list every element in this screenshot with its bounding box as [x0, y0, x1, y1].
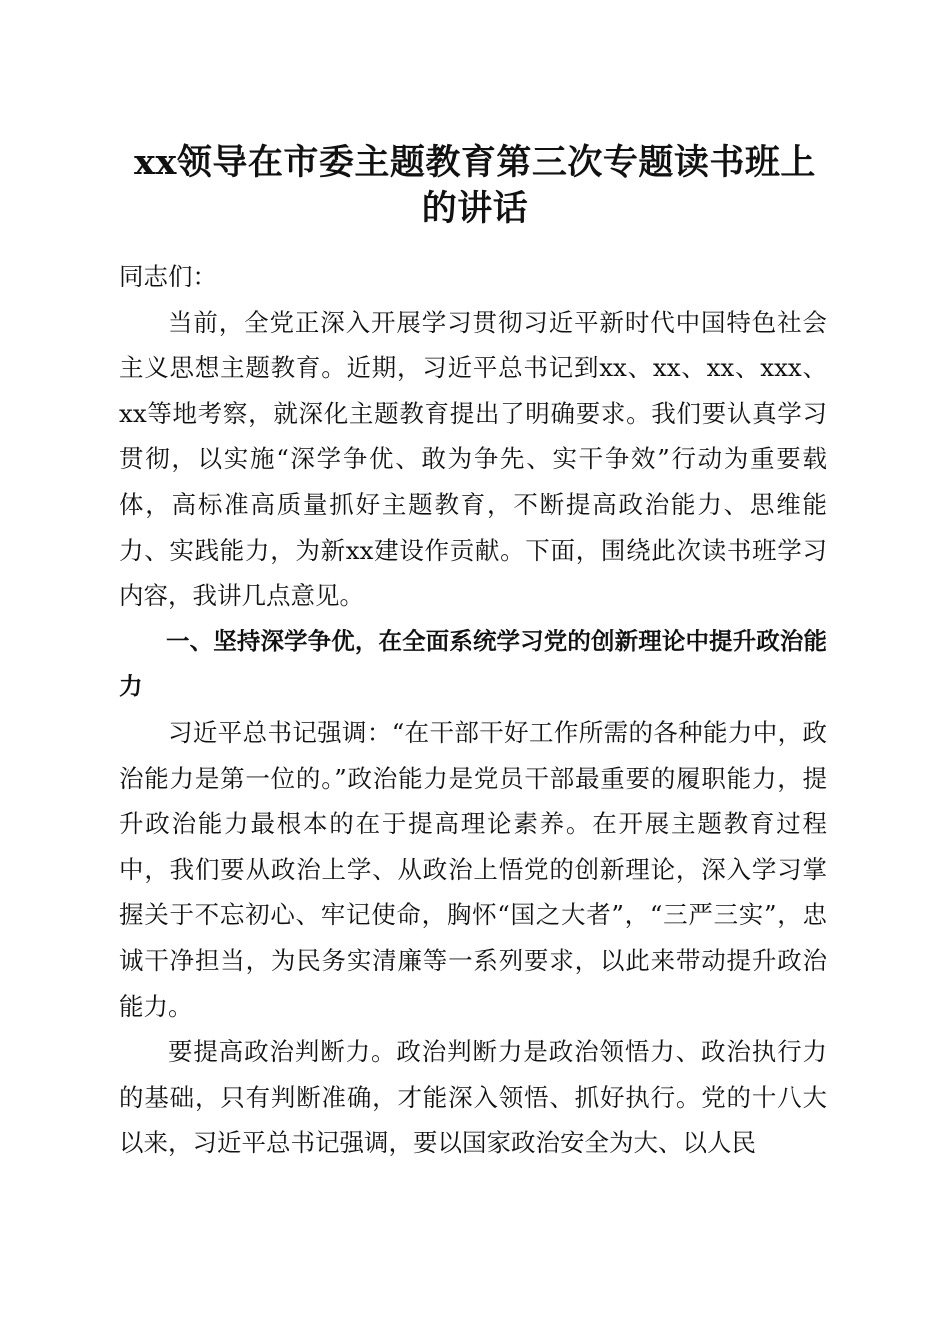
salutation: 同志们：	[119, 262, 217, 291]
section-1-paragraph-2: 要提高政治判断力。政治判断力是政治领悟力、政治执行力的基础，只有判断准确，才能深入领悟、抓好执行。党的十八大以来，习近平总书记强调，要以国家政治安全为大、以人民	[119, 1037, 827, 1158]
intro-paragraph: 当前，全党正深入开展学习贯彻习近平新时代中国特色社会主义思想主题教育。近期，习近平总书记到xx、xx、xx、xxx、xx等地考察，就深化主题教育提出了明确要求。我们要认真学习贯彻，以实施“深学争优、敢为争先、实干争效”行动为重要载体，高标准高质量抓好主题教育，不断提高政治能力、思维能力、实践能力，为新xx建设作贡献。下面，围绕此次读书班学习内容，我讲几点意见。	[119, 307, 827, 611]
section-1-paragraph-1: 习近平总书记强调：“在干部干好工作所需的各种能力中，政治能力是第一位的。”政治能力是党员干部最重要的履职能力，提升政治能力最根本的在于提高理论素养。在开展主题教育过程中，我们要从政治上学、从政治上悟党的创新理论，深入学习掌握关于不忘初心、牢记使命，胸怀“国之大者”，“三严三实”，忠诚干净担当，为民务实清廉等一系列要求，以此来带动提升政治能力。	[119, 717, 827, 1021]
document-body	[119, 254, 827, 1166]
document-title-line-1: xx领导在市委主题教育第三次专题读书班上	[134, 142, 816, 183]
document-title-line-2: 的讲话	[421, 188, 529, 229]
section-heading-1: 一、坚持深学争优，在全面系统学习党的创新理论中提升政治能力	[119, 626, 827, 701]
